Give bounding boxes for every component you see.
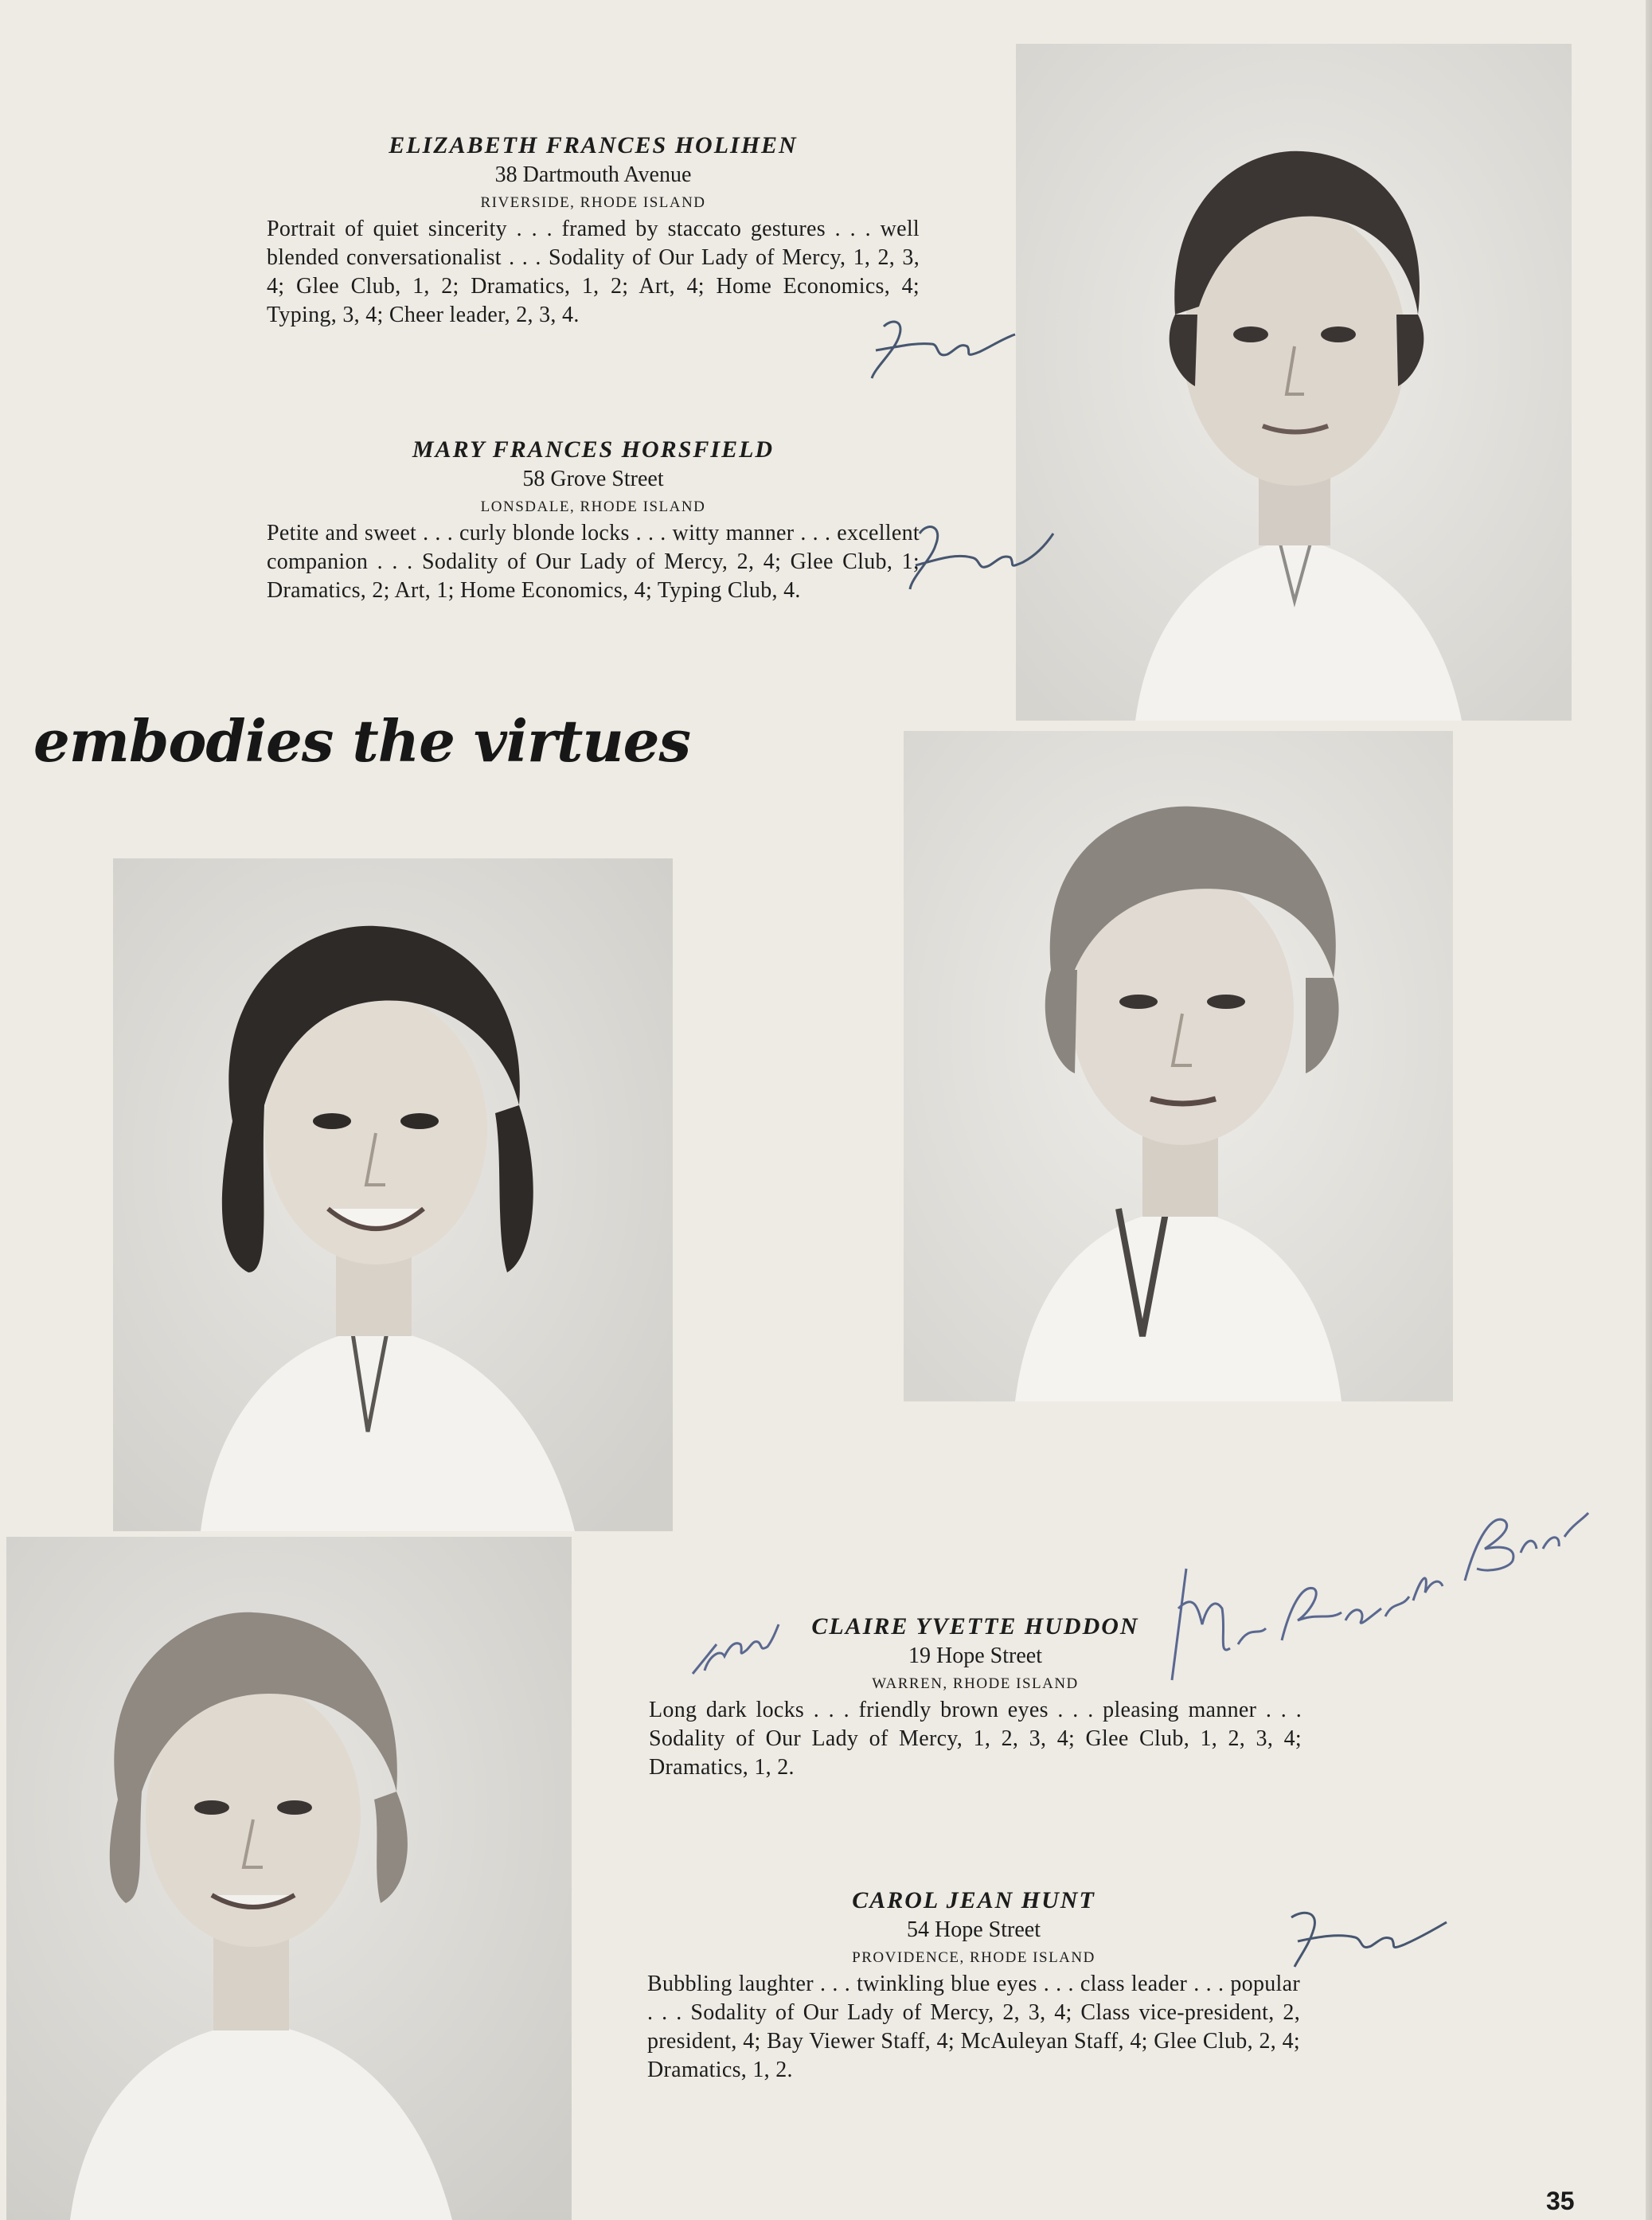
- student-name: ELIZABETH FRANCES HOLIHEN: [389, 132, 798, 158]
- portrait-photo-horsfield: [113, 858, 673, 1531]
- student-street: 54 Hope Street: [907, 1917, 1041, 1942]
- student-bio: Portrait of quiet sincerity . . . framed by staccato gestures . . . well blended conversationalist . . . Sodality of Our Lady of Mercy, 1, 2, 3, 4; Glee Club, 1, 2; Dramatics, 1, 2; Art, 4; Home Economics, 4; Typing, 3, 4; Cheer leader, 2, 3, 4.: [267, 217, 920, 327]
- portrait-illustration: [1016, 44, 1572, 721]
- student-town-text: LONSDALE, RHODE ISLAND: [480, 498, 706, 515]
- student-town-text: WARREN, RHODE ISLAND: [872, 1675, 1079, 1692]
- student-street: 58 Grove Street: [522, 467, 664, 491]
- student-street: 38 Dartmouth Avenue: [494, 162, 692, 187]
- student-bio: Long dark locks . . . friendly brown eyes . . . pleasing manner . . . Sodality of Our Lady of Mercy, 1, 2, 3, 4; Glee Club, 1, 2, 3, 4; Dramatics, 1, 2.: [649, 1698, 1302, 1780]
- student-entry-horsfield: [267, 435, 920, 605]
- handwritten-signature-horsfield: [904, 510, 1055, 597]
- page-headline: embodies the virtues: [33, 707, 691, 775]
- portrait-illustration: [6, 1537, 572, 2220]
- student-town-text: PROVIDENCE, RHODE ISLAND: [852, 1949, 1095, 1966]
- student-bio: Petite and sweet . . . curly blonde locks . . . witty manner . . . excellent companion . . . Sodality of Our Lady of Mercy, 2, 4; Glee Club, 1; Dramatics, 2; Art, 1; Home Economics, 4; Typing Club, 4.: [267, 521, 920, 603]
- student-street: 19 Hope Street: [908, 1644, 1042, 1668]
- handwritten-signature-hunt: [1283, 1901, 1451, 1973]
- student-town: [267, 494, 920, 519]
- handwritten-signature-holihen: [860, 303, 1019, 390]
- student-name: CLAIRE YVETTE HUDDON: [811, 1613, 1139, 1640]
- portrait-photo-holihen: [1016, 44, 1572, 721]
- student-entry-hunt: [647, 1886, 1300, 2085]
- student-entry-holihen: [267, 131, 920, 330]
- student-town: [267, 190, 920, 215]
- handwritten-signature-brochu: [1162, 1449, 1592, 1688]
- student-name: CAROL JEAN HUNT: [852, 1887, 1095, 1913]
- portrait-illustration: [113, 858, 673, 1531]
- student-name: MARY FRANCES HORSFIELD: [412, 436, 775, 463]
- portrait-photo-hunt: [6, 1537, 572, 2220]
- portrait-illustration: [904, 731, 1453, 1401]
- student-town-text: RIVERSIDE, RHODE ISLAND: [480, 194, 706, 211]
- page-number: 35: [1546, 2187, 1575, 2215]
- portrait-photo-huddon: [904, 731, 1453, 1401]
- handwritten-note-ivan: [685, 1601, 780, 1680]
- student-bio: Bubbling laughter . . . twinkling blue eyes . . . class leader . . . popular . . . Sodality of Our Lady of Mercy, 2, 3, 4; Class vice-president, 2, president, 4; Bay Viewer Staff, 4; McAuleyan Staff, 4; Glee Club, 2, 4; Dramatics, 1, 2.: [647, 1972, 1300, 2082]
- student-town: [647, 1944, 1300, 1970]
